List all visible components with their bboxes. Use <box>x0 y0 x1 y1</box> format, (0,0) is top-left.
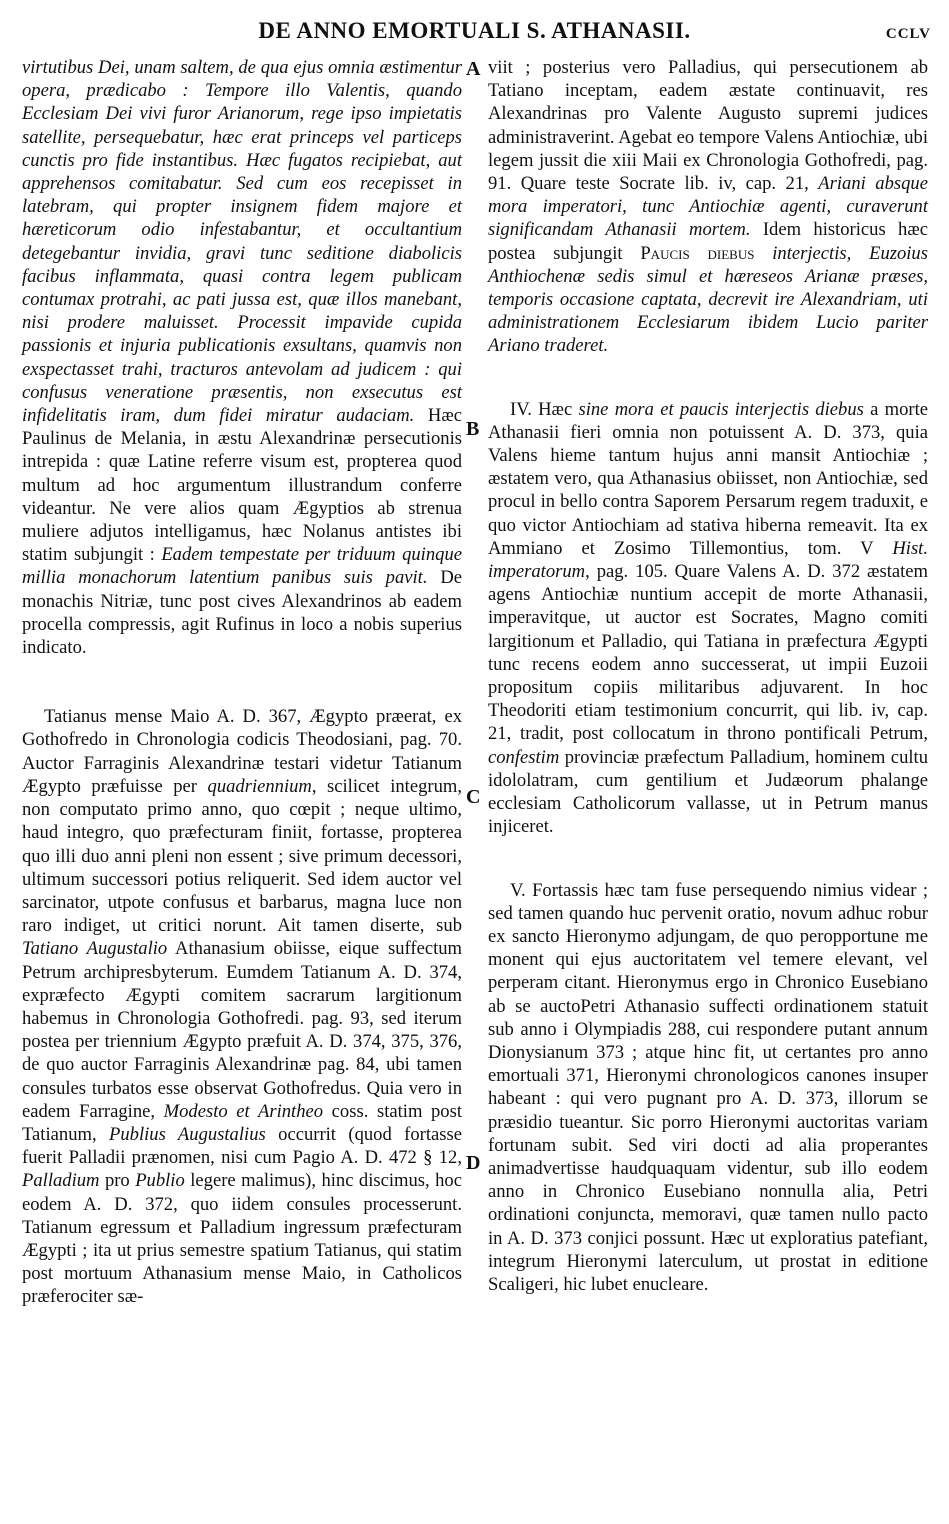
right-paragraph-3 <box>488 879 928 1297</box>
text-run: Hæc Paulinus de Melania, in æstu Alexandrinæ persecutionis intrepida : quæ Latine referre visum est, propterea quod multum ad hoc argumentum illustrandum conferre videantur. Ne vere alios quam Ægyptios ab strenua muliere adjutos intelligamus, hæc Nolanus antistes ibi statim subjungit : <box>22 405 462 566</box>
text-run: IV. Hæc <box>510 398 579 420</box>
text-run: Publius Augustalius <box>109 1123 266 1145</box>
text-run: provinciæ præfectum Palladium, hominem cultu idololatram, cum gentilium et Judæorum phalange ecclesiam Catholicorum vallasse, ut in Petrum manus injiceret. <box>488 746 928 838</box>
margin-marker-d: D <box>466 1152 481 1174</box>
text-run: Hist. imperatorum <box>488 537 928 583</box>
text-run: Ariani absque mora imperatori, tunc Antiochiæ agenti, curaverunt significandam Athanasii mortem. <box>488 173 928 241</box>
right-column <box>488 56 928 1296</box>
text-run: coss. statim post Tatianum, <box>22 1100 463 1145</box>
paragraph-gap <box>488 358 928 398</box>
margin-marker-a: A <box>466 58 481 80</box>
text-run: Modesto et Arintheo <box>163 1100 324 1122</box>
text-run: pro <box>99 1170 136 1192</box>
text-run: Idem historicus hæc postea subjungit <box>488 219 929 264</box>
text-run: quadriennium <box>207 775 312 797</box>
text-run: a morte Athanasii fieri omnia non potuissent A. D. 373, quia Valens hieme tantum hujus anni mansit Antiochiæ ; æstatem vero, qua Athanasius obiisset, non Antiochiæ, sed procul in bello contra Saporem Persarum regem traduxit, e quo victor Antiochiam ad stativa hiberna remeavit. Ita ex Ammiano et Zosimo Tillemontius, tom. V <box>488 398 929 559</box>
text-run: Eadem tempestate per triduum quinque millia monachorum latentium panibus suis pavit. <box>22 544 462 589</box>
text-run: confestim <box>488 746 560 768</box>
text-run: Paucis diebus <box>640 242 755 264</box>
text-run: , scilicet integrum, non computato primo anno, quo cœpit ; neque ultimo, haud integro, quo præfecturam finiit, fortasse, propterea quo illi duo anni pleni non essent ; sive primum decessori, ultimum successori potius reliquerit. Sed idem auctor vel sarcinator, utpote confusus et barbarus, magna luce non raro indiget, ut critici norunt. Ait tamen diserte, sub <box>22 775 463 937</box>
text-run: viit ; posterius vero Palladius, qui persecutionem ab Tatiano inceptam, eadem æstate continuavit, res Alexandrinas pro Valente Augusto supremi judices administraverint. Agebat eo tempore Valens Antiochiæ, ubi legem jussit die xiii Maii ex Chronologia Gothofredi, pag. 91. Quare teste Socrate lib. iv, cap. 21, <box>488 57 928 195</box>
left-paragraph-2 <box>22 705 462 1308</box>
right-paragraph-2 <box>488 398 928 839</box>
text-run: Tatiano Augustalio <box>22 938 168 960</box>
right-paragraph-1 <box>488 56 928 358</box>
margin-marker-c: C <box>466 786 481 808</box>
text-run: virtutibus Dei, unam saltem, de qua ejus omnia æstimentur opera, prædicabo : Tempore illo Valentis, quando Ecclesiam Dei vivi furor Arianorum, rege ipso impietatis satellite, persequebatur, hæc erat princeps vel particeps cunctis pro fide instantibus. Hæc fugatos recipiebat, aut apprehensos comitabatur. Sed cum eos recepisset in latebram, qui propter insignem fidem majore et hæreticorum odio infestabantur, et occultantium detegebantur invidia, gravi tunc seditione diabolicis facibus inflammata, quasi contra legem publicam contumax protrahi, ac pati jussa est, quæ illos manebant, nisi prodere maluisset. Processit impavide cupida passionis et injuria publicationis exsultans, quamvis non exspectasset trahi, tracturos antevolam ad judicem : qui confusus veneratione præsentis, non exsecutus est infidelitatis iram, dum fidei miratur audaciam. <box>22 57 462 427</box>
text-run: Palladium <box>22 1170 100 1192</box>
margin-marker-b: B <box>466 418 480 440</box>
text-run: Tatianus mense Maio A. D. 367, Ægypto præerat, ex Gothofredo in Chronologia codicis Theodosiani, pag. 70. Auctor Farraginis Alexandrinæ testari videtur Tatianum Ægypto præfuisse per <box>22 706 462 797</box>
left-column <box>22 56 462 1309</box>
paragraph-gap <box>488 839 928 879</box>
paragraph-gap <box>22 659 462 705</box>
page-number: CCLV <box>885 26 931 42</box>
column-gutter <box>476 56 477 1456</box>
text-run: Publio <box>135 1170 185 1192</box>
text-run: legere malimus), hinc discimus, hoc eodem A. D. 372, quo iidem consules processerunt. Tatianum egressum et Palladium ingressum præfecturam Ægypti ; ita ut prius semestre spatium Tatianus, qui statim post mortuum Athanasium mense Maio, in Catholicos præferociter sæ- <box>22 1170 462 1308</box>
text-run: De monachis Nitriæ, tunc post cives Alexandrinos ab eadem procella compressis, agit Rufinus in loco a nobis superius indicato. <box>22 567 462 659</box>
text-run: sine mora et paucis interjectis diebus <box>578 398 864 420</box>
running-title: DE ANNO EMORTUALI S. ATHANASII. <box>258 18 691 43</box>
text-run: Athanasium obiisse, eique suffectum Petrum archipresbyterum. Eumdem Tatianum A. D. 374, expræfecto Ægypti comitem sacrarum largitionum habemus in Chronologia Gothofredi. pag. 93, sed iterum postea per triennium Ægypto præfuit A. D. 374, 375, 376, de quo auctor Farraginis Alexandrinæ pag. 84, ubi tamen consules turbatos esse observat Gothofredus. Quia vero in eadem Farragine, <box>22 938 462 1122</box>
text-run: occurrit (quod fortasse fuerit Palladii prænomen, nisi cum Pagio A. D. 472 § 12, <box>22 1123 462 1169</box>
text-run: interjectis, Euzoius Anthiochenæ sedis simul et hæreseos Arianæ præses, temporis occasione captata, decrevit ire Alexandriam, uti administrationem Ecclesiarum ibidem Lucio pariter Ariano traderet. <box>488 242 928 357</box>
left-paragraph-1 <box>22 56 462 659</box>
text-run: V. Fortassis hæc tam fuse persequendo nimius videar ; sed tamen quando huc pervenit oratio, novum adhuc robur ex sancto Hieronymo adjungam, de quo peropportune me monent qui ejus auctoritatem vel temere elevant, vel perperam citant. Hieronymus ergo in Chronico Eusebiano ab se auctoPetri Athanasio suffecti ordinationem statuit sub anno i Olympiadis 288, cui respondere putant annum Dionysianum 373 ; atque hinc fit, ut certantes pro anno emortuali 371, Hieronymi chronologicos canones insuper habeant : qui vero pugnant pro A. D. 373, illorum se præsidio tueantur. Sic porro Hieronymi auctoritas variam fortunam subit. Sed viri docti ad alia properantes animadvertisse haudquaquam videntur, sub illo eodem anno in Chronico Eusebiano nonnulla alia, Petri ordinationi conjuncta, memoravi, quæ tamen nullo pacto in A. D. 373 conjici possunt. Hæc ut exploratius patefiant, integrum Hieronymi laterculum, ut prostat in editione Scaligeri, hic lubet enucleare. <box>488 879 928 1295</box>
text-run: , pag. 105. Quare Valens A. D. 372 æstatem agens Antiochiæ nuntium accepit de morte Athanasii, imperavitque, ut auctor est Socrates, Magno comiti largitionum et Palladio, qui Tatiana in præfectura Ægypti tunc recens eodem anno successerat, ut impii Euzoii propositum copiis militaribus adjuvarent. In hoc Theodoriti etiam testimonium concurrit, qui lib. iv, cap. 21, tradit, post collocatum in throno pontificali Petrum, <box>488 561 928 745</box>
